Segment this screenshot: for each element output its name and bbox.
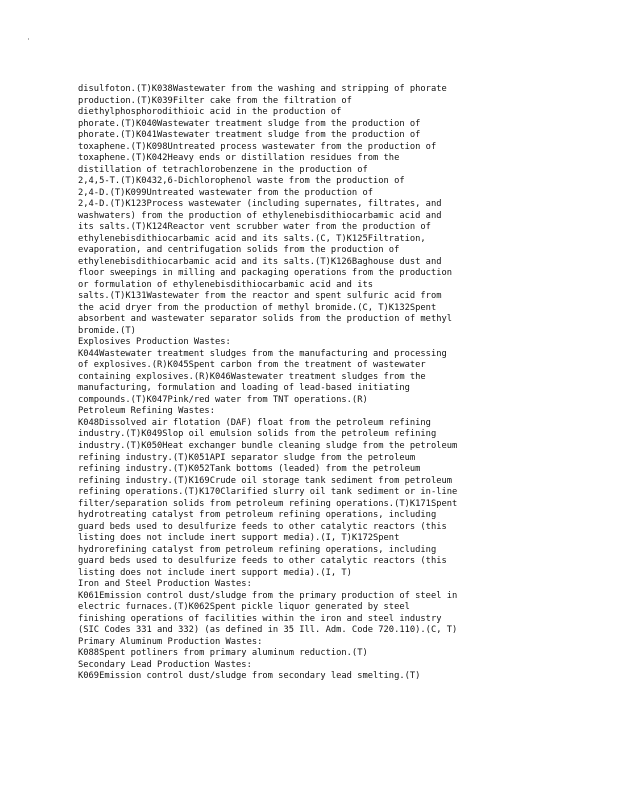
text-line: guard beds used to desulfurize feeds to other catalytic reactors (this [78,521,447,532]
text-line: refining industry.(T)K052Tank bottoms (leaded) from the petroleum [78,464,421,475]
text-line: (SIC Codes 331 and 332) (as defined in 35 Ill. Adm. Code 720.110).(C, T) [78,625,458,636]
text-line: hydrotreating catalyst from petroleum refining operations, including [78,510,437,521]
text-line: refining operations.(T)K170Clarified slurry oil tank sediment or in-line [78,487,458,498]
text-line: listing does not include inert support media).(I, T)K172Spent [78,533,400,544]
text-line: manufacturing, formulation and loading of lead-based initiating [78,383,410,394]
text-line: absorbent and wastewater separator solids from the production of methyl [78,314,453,325]
text-line: containing explosives.(R)K046Wastewater treatment sludges from the [78,371,426,382]
text-line: refining industry.(T)K169Crude oil storage tank sediment from petroleum [78,475,453,486]
text-line: finishing operations of facilities within the iron and steel industry [78,613,442,624]
text-line: industry.(T)K049Slop oil emulsion solids from the petroleum refining [78,429,437,440]
text-line: K061Emission control dust/sludge from the primary production of steel in [78,590,458,601]
text-line: guard beds used to desulfurize feeds to other catalytic reactors (this [78,556,447,567]
text-line: phorate.(T)K040Wastewater treatment sludge from the production of [78,118,421,129]
text-line: K069Emission control dust/sludge from secondary lead smelting.(T) [78,671,421,682]
text-line: of explosives.(R)K045Spent carbon from the treatment of wastewater [78,360,426,371]
text-line: production.(T)K039Filter cake from the filtration of [78,95,352,106]
text-line: diethylphosphorodithioic acid in the production of [78,107,342,118]
text-line: floor sweepings in milling and packaging operations from the production [78,268,453,279]
text-line: electric furnaces.(T)K062Spent pickle liquor generated by steel [78,602,410,613]
text-line: K048Dissolved air flotation (DAF) float from the petroleum refining [78,417,431,428]
text-line: phorate.(T)K041Wastewater treatment sludge from the production of [78,130,421,141]
regulation-text [78,84,548,683]
text-line: washwaters) from the production of ethylenebisdithiocarbamic acid and [78,210,442,221]
text-line: Petroleum Refining Wastes: [78,406,215,417]
scan-speck [28,38,29,40]
text-line: 2,4-D.(T)K123Process wastewater (including supernates, filtrates, and [78,199,442,210]
text-line: hydrorefining catalyst from petroleum refining operations, including [78,544,437,555]
text-line: listing does not include inert support media).(I, T) [78,567,352,578]
text-line: filter/separation solids from petroleum refining operations.(T)K171Spent [78,498,458,509]
text-line: bromide.(T) [78,325,136,336]
text-line: salts.(T)K131Wastewater from the reactor and spent sulfuric acid from [78,291,442,302]
text-line: refining industry.(T)K051API separator sludge from the petroleum [78,452,416,463]
text-line: the acid dryer from the production of methyl bromide.(C, T)K132Spent [78,302,437,313]
text-line: ethylenebisdithiocarbamic acid and its salts.(C, T)K125Filtration, [78,233,426,244]
text-line: K088Spent potliners from primary aluminum reduction.(T) [78,648,368,659]
text-line: its salts.(T)K124Reactor vent scrubber water from the production of [78,222,431,233]
text-line: distillation of tetrachlorobenzene in the production of [78,164,368,175]
text-line: compounds.(T)K047Pink/red water from TNT operations.(R) [78,394,368,405]
text-line: or formulation of ethylenebisdithiocarbamic acid and its [78,279,374,290]
text-line: Iron and Steel Production Wastes: [78,579,252,590]
text-line: K044Wastewater treatment sludges from the manufacturing and processing [78,348,447,359]
text-line: toxaphene.(T)K042Heavy ends or distillation residues from the [78,153,400,164]
text-line: industry.(T)K050Heat exchanger bundle cleaning sludge from the petroleum [78,440,458,451]
text-line: disulfoton.(T)K038Wastewater from the washing and stripping of phorate [78,84,447,94]
text-line: Primary Aluminum Production Wastes: [78,636,263,647]
text-line: 2,4-D.(T)K099Untreated wastewater from the production of [78,187,374,198]
text-line: evaporation, and centrifugation solids from the production of [78,245,400,256]
text-line: ethylenebisdithiocarbamic acid and its salts.(T)K126Baghouse dust and [78,256,442,267]
text-line: Explosives Production Wastes: [78,337,231,348]
text-line: 2,4,5-T.(T)K0432,6-Dichlorophenol waste from the production of [78,176,405,187]
text-line: Secondary Lead Production Wastes: [78,659,252,670]
text-line: toxaphene.(T)K098Untreated process wastewater from the production of [78,141,437,152]
